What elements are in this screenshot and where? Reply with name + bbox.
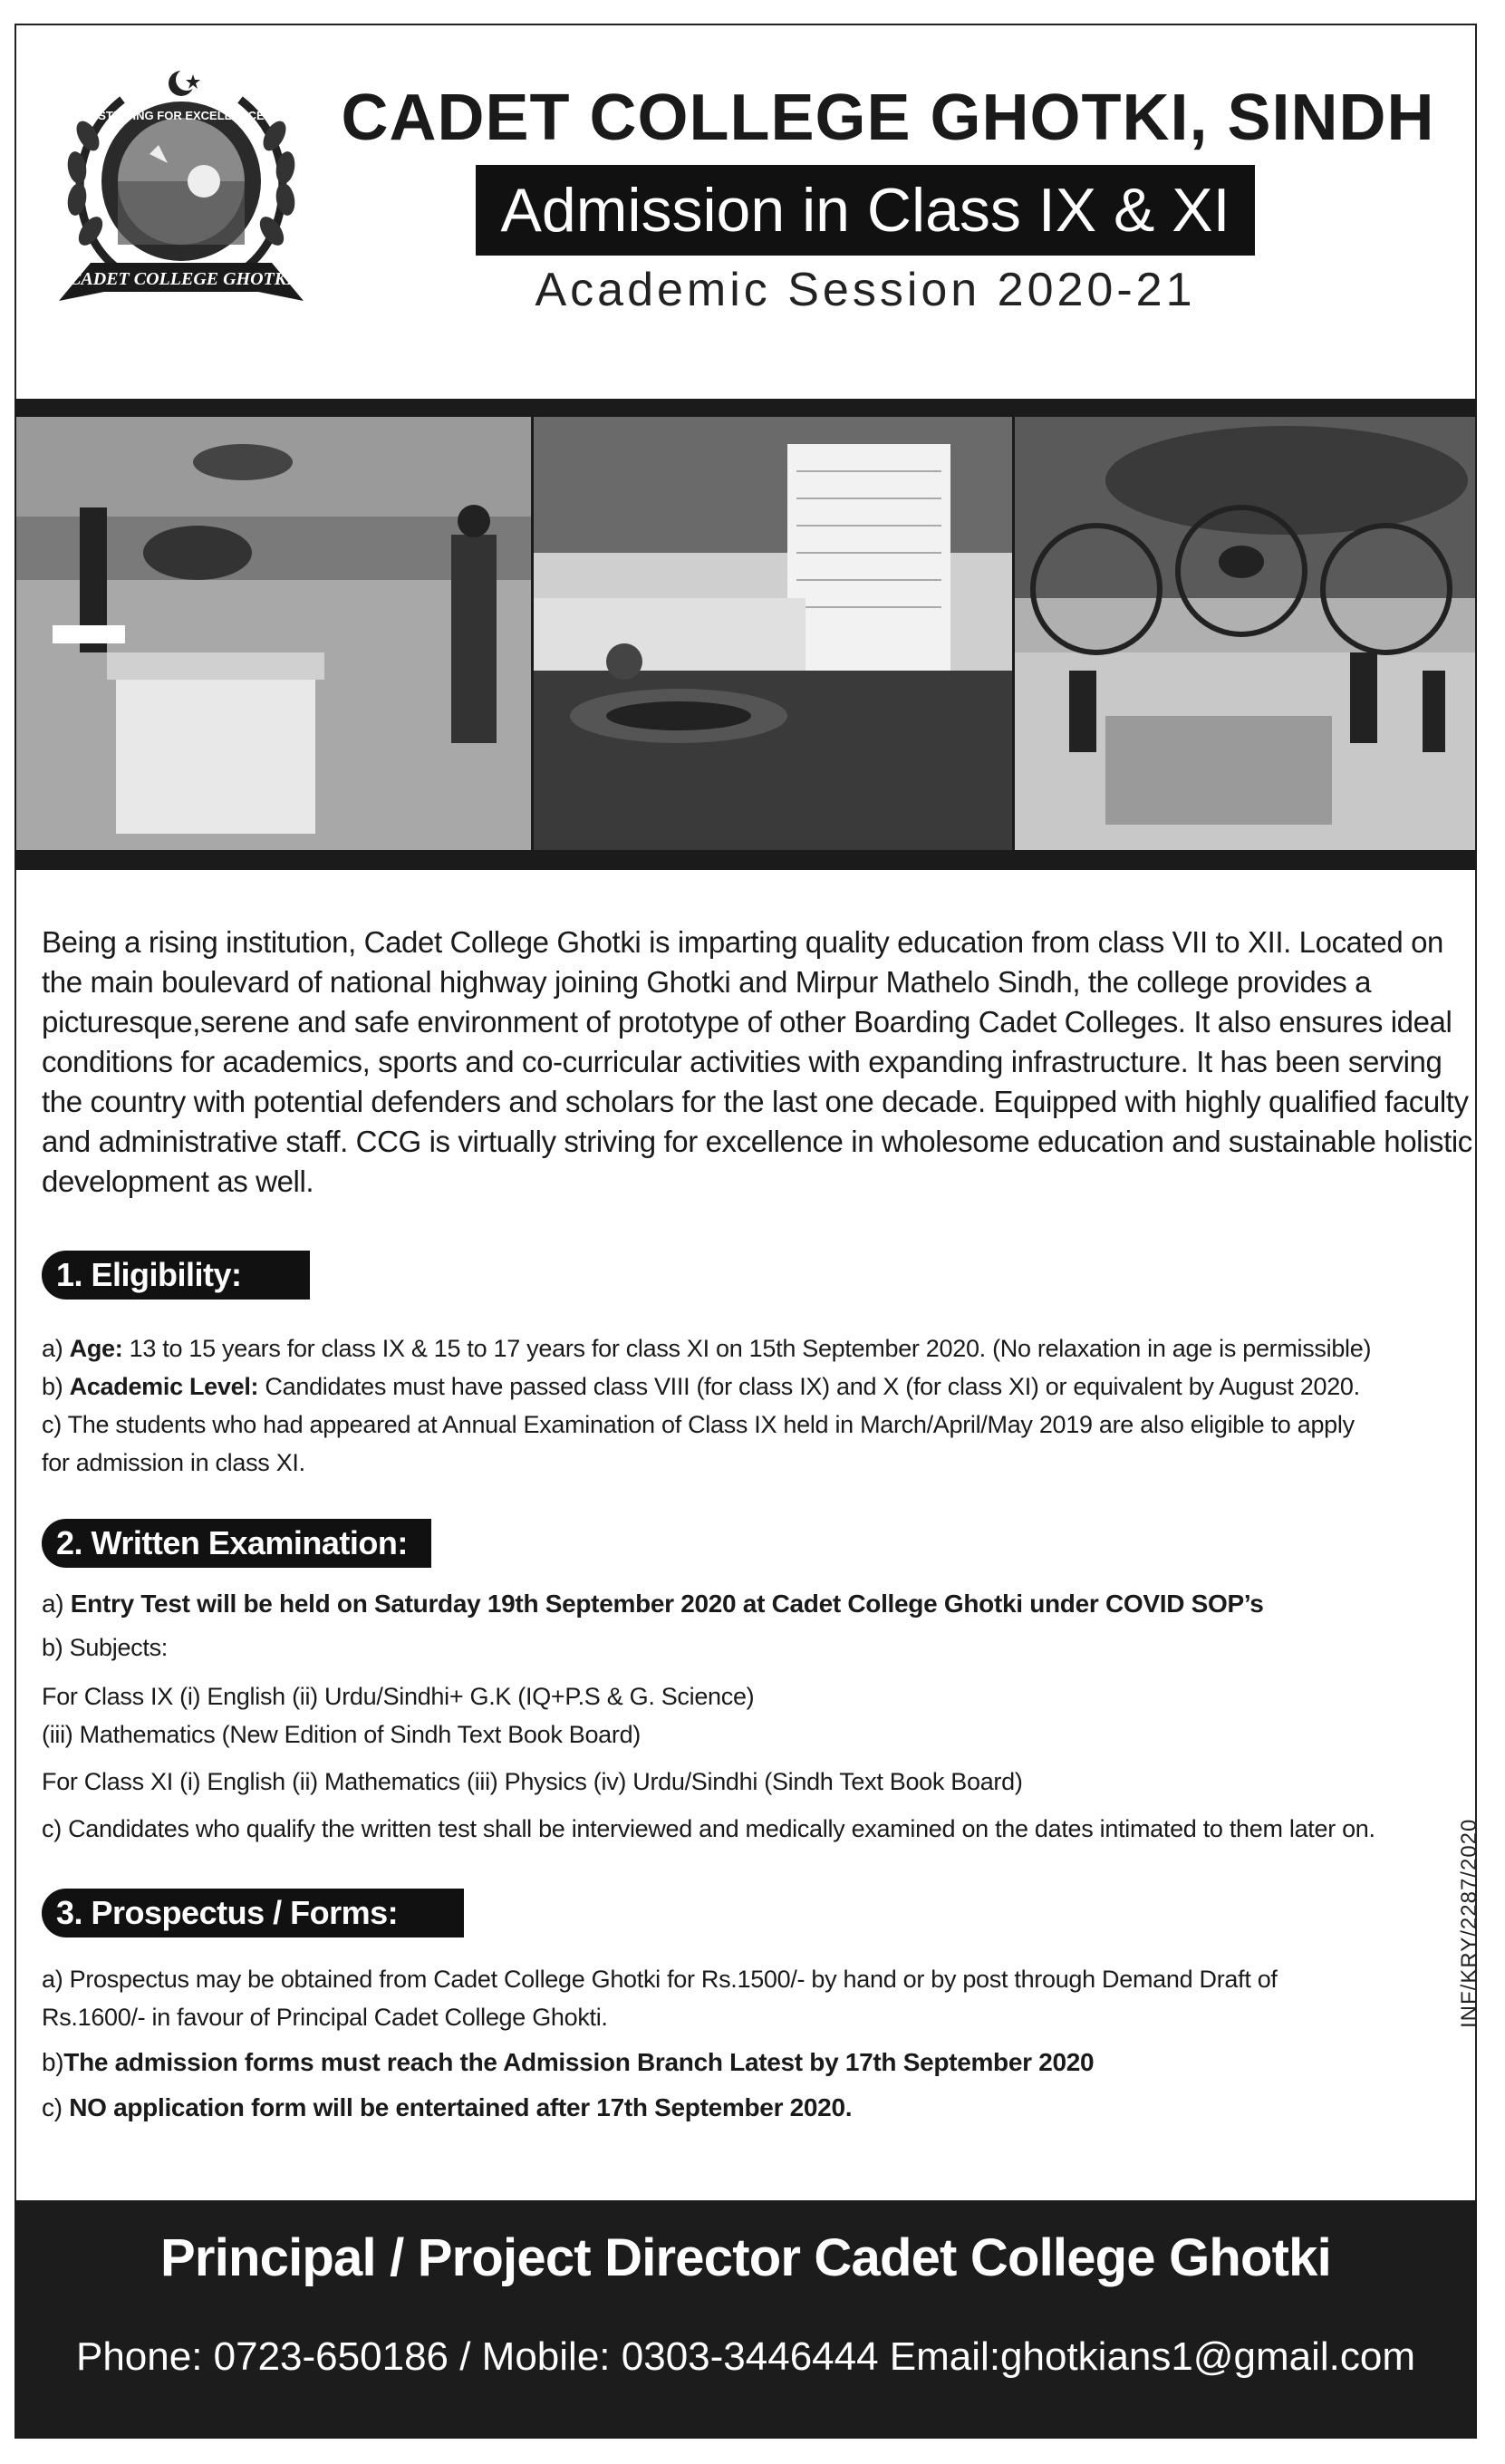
intro-paragraph: Being a rising institution, Cadet College Ghotki is imparting quality education from class VII to XII. Located on the main boulevard of national highway joining Ghotki and Mirpur Mathelo Sindh, the college provides a picturesque,serene and safe environment of prototype of other Boarding Cadet Colleges. It also ensures ideal conditions for academics, sports and co-curricular activities with expanding infrastructure. It has been serving the country with potential defenders and scholars for the last one decade. Equipped with highly qualified faculty and administrative staff. CCG is virtually striving for excellence in wholesome education and sustainable holistic development as well.: [42, 925, 1472, 1198]
prospectus-deadline: b)The admission forms must reach the Admission Branch Latest by 17th September 2020: [42, 2048, 1095, 2076]
prospectus-a-line2: Rs.1600/- in favour of Principal Cadet College Ghokti.: [42, 2004, 608, 2031]
admission-banner: Admission in Class IX & XI: [476, 165, 1255, 256]
prospectus-heading: 3. Prospectus / Forms:: [42, 1889, 464, 1937]
photo-gymnastics: [16, 417, 531, 850]
written-entry-test: a) Entry Test will be held on Saturday 19th September 2020 at Cadet College Ghotki under COVID SOP’s: [42, 1590, 1264, 1618]
written-exam-heading: 2. Written Examination:: [42, 1519, 431, 1568]
footer-principal: Principal / Project Director Cadet College Ghotki: [160, 2228, 1331, 2287]
prospectus-a-line1: a) Prospectus may be obtained from Cadet College Ghotki for Rs.1500/- by hand or by post through Demand Draft of: [42, 1966, 1278, 1993]
eligibility-c-line1: c) The students who had appeared at Annual Examination of Class IX held in March/April/May 2019 are also eligible to apply: [42, 1411, 1355, 1438]
eligibility-heading: 1. Eligibility:: [42, 1251, 310, 1300]
eligibility-academic-level: b) Academic Level: Candidates must have passed class VIII (for class IX) and X (for class XI) or equivalent by August 2020.: [42, 1373, 1360, 1400]
photo-campus-building: [534, 417, 1012, 850]
written-interview-note: c) Candidates who qualify the written test shall be interviewed and medically examined on the dates intimated to them later on.: [42, 1815, 1375, 1842]
footer-contact: Phone: 0723-650186 / Mobile: 0303-3446444 Email:ghotkians1@gmail.com: [75, 2334, 1416, 2379]
photo-fire-rings: [1015, 417, 1475, 850]
prospectus-no-late-forms: c) NO application form will be entertained after 17th September 2020.: [42, 2093, 853, 2121]
eligibility-age: a) Age: 13 to 15 years for class IX & 15 to 17 years for class XI on 15th September 2020. (No relaxation in age is permissible): [42, 1335, 1372, 1362]
written-subjects-label: b) Subjects:: [42, 1634, 168, 1661]
reference-number: INF/KRY/2287/2020: [1457, 1818, 1481, 2028]
logo-motto: STRIVING FOR EXCELLENCE: [98, 109, 265, 122]
logo-ribbon-text: CADET COLLEGE GHOTKI: [69, 269, 294, 289]
college-title: CADET COLLEGE GHOTKI, SINDH: [341, 82, 1435, 154]
written-class-ix-line1: For Class IX (i) English (ii) Urdu/Sindhi+ G.K (IQ+P.S & G. Science): [42, 1683, 755, 1710]
academic-session: Academic Session 2020-21: [535, 264, 1196, 316]
footer-band: [14, 2200, 1477, 2439]
written-class-ix-line2: (iii) Mathematics (New Edition of Sindh Text Book Board): [42, 1721, 641, 1748]
eligibility-c-line2: for admission in class XI.: [42, 1449, 305, 1476]
photo-strip: [14, 399, 1477, 870]
written-class-xi: For Class XI (i) English (ii) Mathematics (iii) Physics (iv) Urdu/Sindhi (Sindh Text Book Board): [42, 1768, 1023, 1795]
